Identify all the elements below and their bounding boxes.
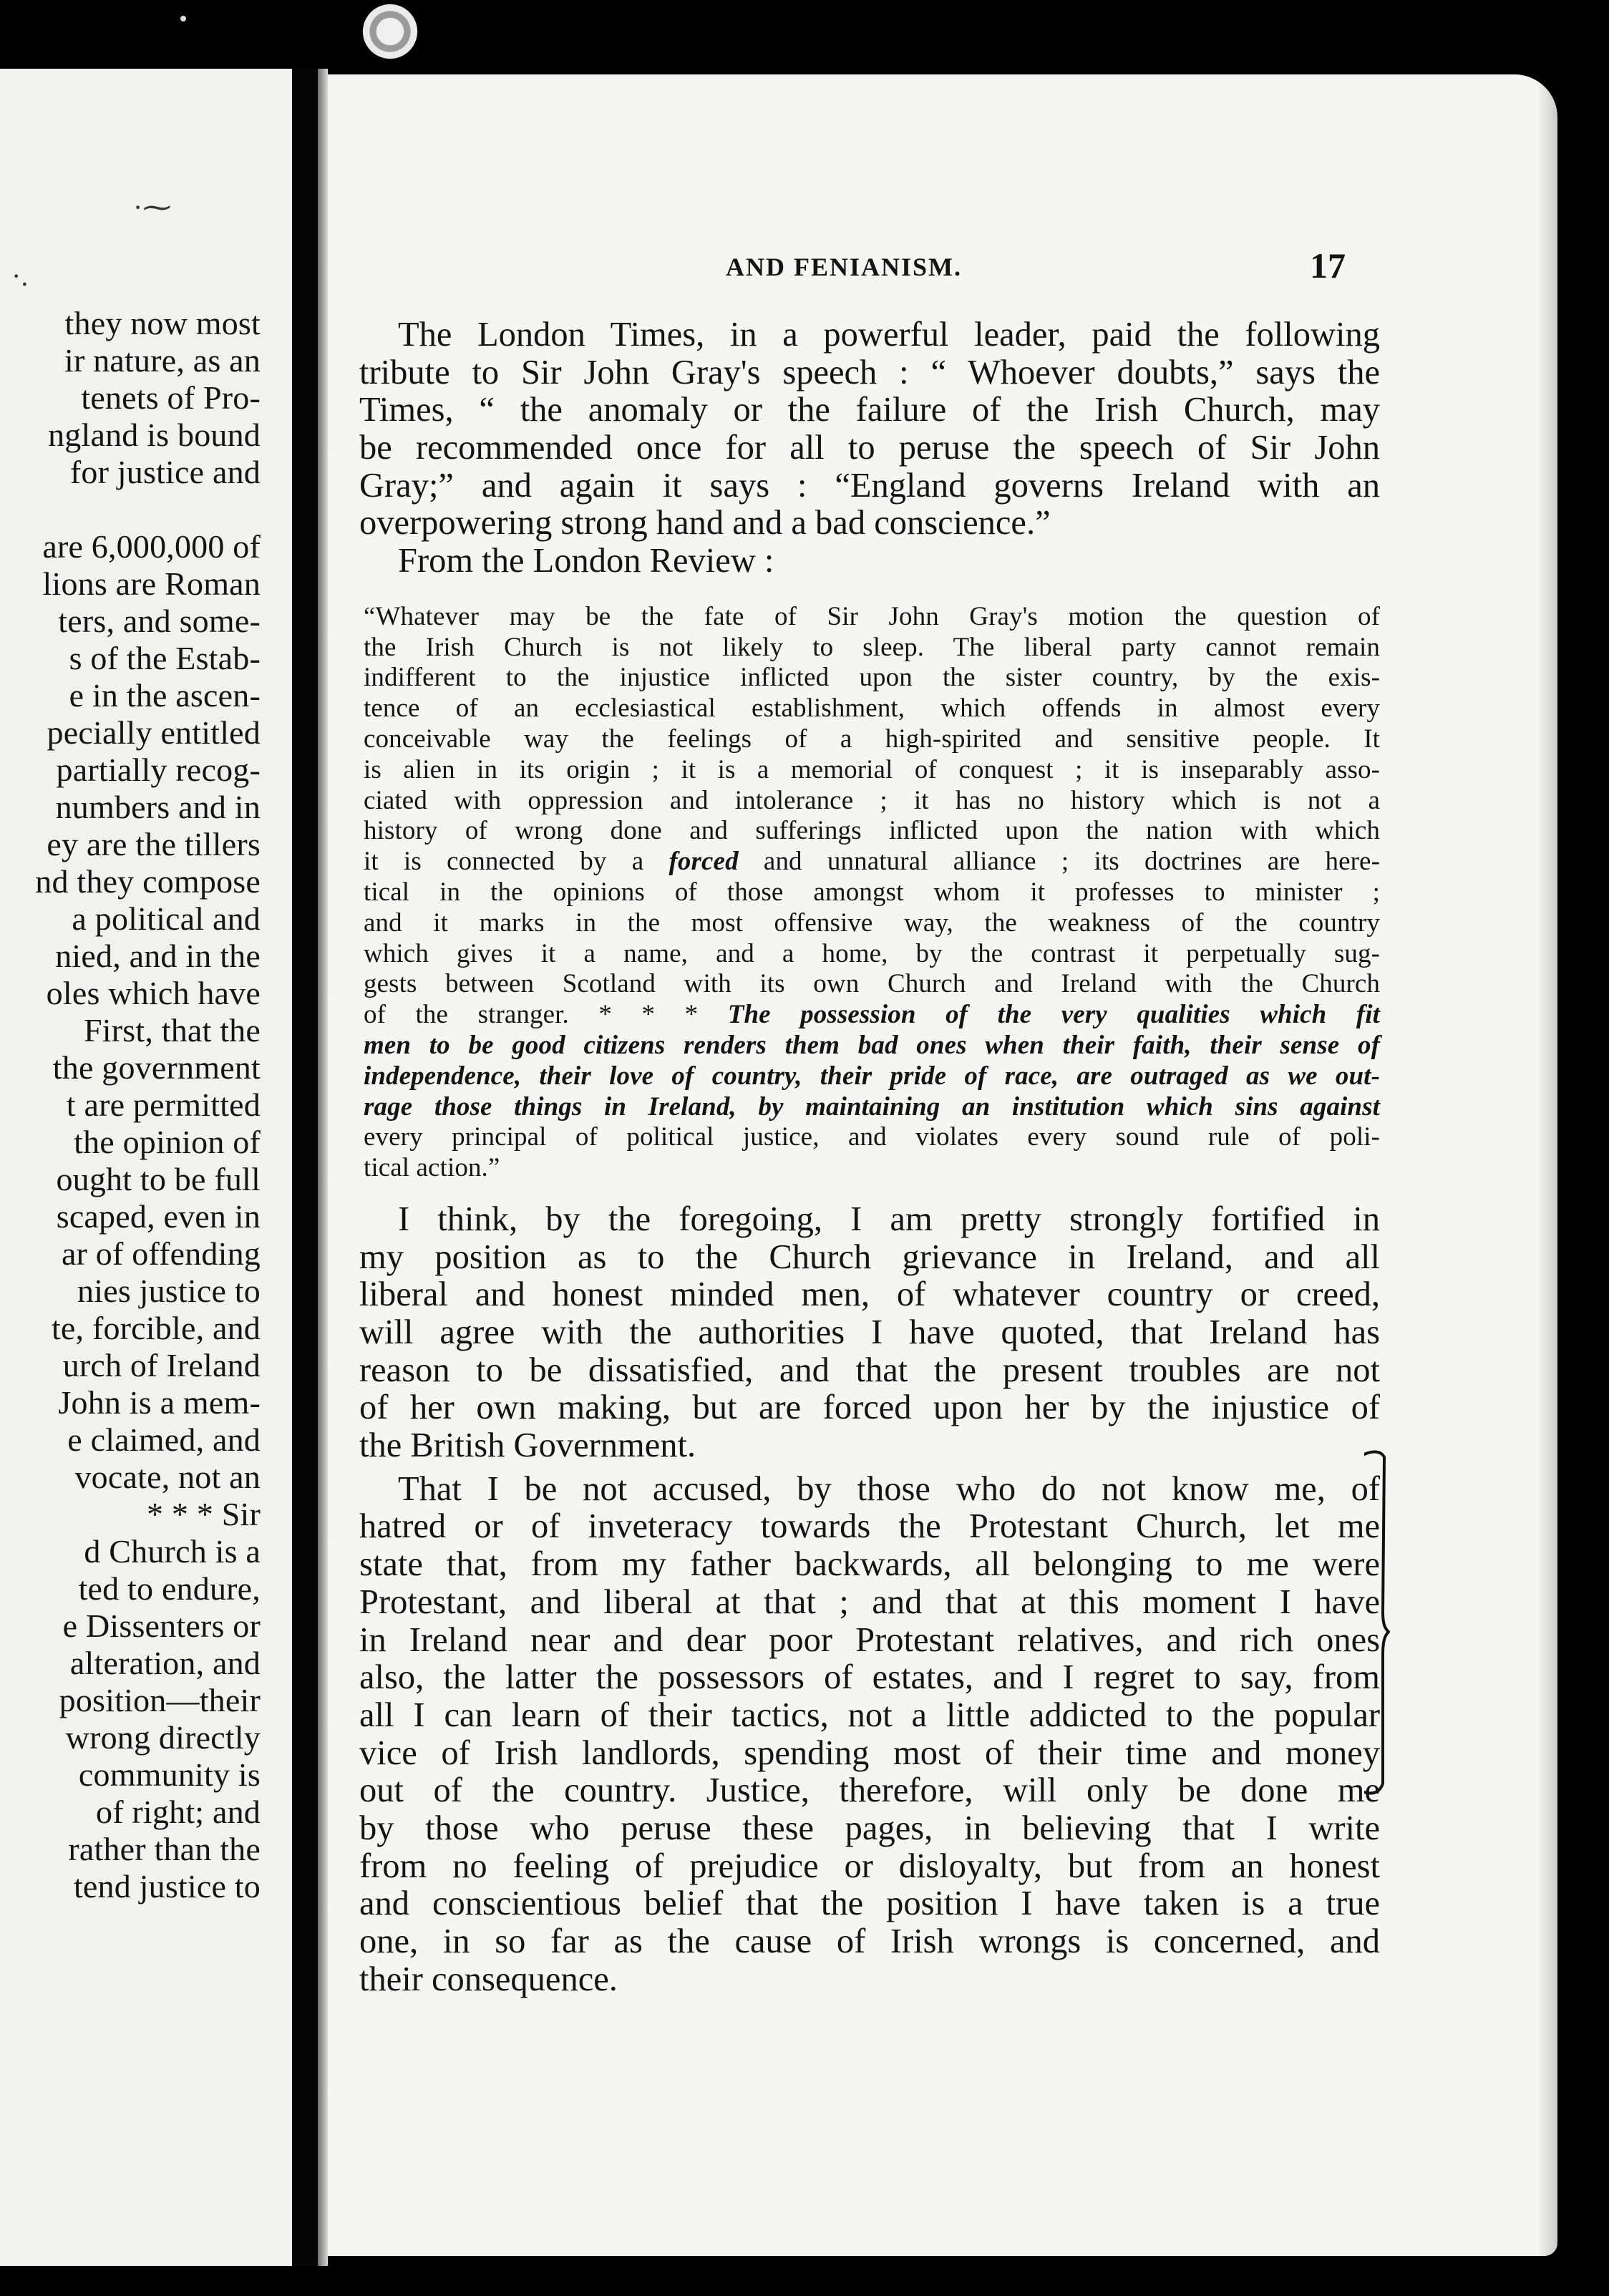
- previous-page-line: are 6,000,000 of: [42, 528, 261, 565]
- previous-page-line: s of the Estab-: [69, 640, 261, 676]
- quote-text-line: indifferent to the injustice inflicted upon the sister country, by the exis-: [364, 663, 1380, 693]
- quote-text-line: independence, their love of country, their pride of race, are outraged as we out-: [364, 1061, 1380, 1091]
- previous-page-line: for justice and: [69, 454, 261, 490]
- previous-page-line: pecially entitled: [47, 714, 261, 751]
- body-text-line: one, in so far as the cause of Irish wrongs is concerned, and: [359, 1922, 1380, 1961]
- running-header: [328, 245, 1557, 295]
- previous-page-line: First, that the: [83, 1012, 261, 1049]
- book-gutter: [292, 69, 318, 2266]
- previous-page-line: John is a mem-: [58, 1384, 261, 1421]
- quote-text-line: “Whatever may be the fate of Sir John Gray's motion the question of: [364, 601, 1380, 631]
- previous-page-line: ters, and some-: [58, 603, 261, 639]
- body-text-line: of her own making, but are forced upon her by the injustice of: [359, 1388, 1380, 1427]
- quote-text-line: tical in the opinions of those amongst whom it professes to minister ;: [364, 877, 1380, 907]
- body-text-line: Gray;” and again it says : “England governs Ireland with an: [359, 466, 1380, 505]
- quote-text-line: every principal of political justice, and violates every sound rule of poli-: [364, 1122, 1380, 1152]
- body-text-line: vice of Irish landlords, spending most of their time and money: [359, 1733, 1380, 1772]
- running-title: AND FENIANISM.: [726, 253, 963, 281]
- body-text-line: their consequence.: [359, 1960, 618, 1998]
- body-text-line: liberal and honest minded men, of whatever country or creed,: [359, 1275, 1380, 1314]
- previous-page-line: e claimed, and: [67, 1421, 261, 1458]
- previous-page-line: community is: [78, 1756, 261, 1793]
- body-text-line: all I can learn of their tactics, not a little addicted to the popular: [359, 1696, 1380, 1734]
- previous-page-line: a political and: [72, 900, 261, 937]
- previous-page-line: nd they compose: [35, 863, 261, 900]
- previous-page-line: nies justice to: [77, 1273, 261, 1309]
- body-text-line: tribute to Sir John Gray's speech : “ Whoever doubts,” says the: [359, 353, 1380, 391]
- handwritten-bracket: [1364, 1447, 1390, 1798]
- previous-page-line: position—their: [59, 1682, 261, 1718]
- body-text-line: and conscientious belief that the position I have taken is a true: [359, 1884, 1380, 1923]
- previous-page-line: * * * Sir: [147, 1496, 261, 1532]
- quote-text-line: which gives it a name, and a home, by the contrast it perpetually sug-: [364, 938, 1380, 968]
- body-text-line: reason to be dissatisfied, and that the present troubles are not: [359, 1351, 1380, 1389]
- previous-page-line: the opinion of: [74, 1124, 261, 1160]
- body-text-line: hatred or of inveteracy towards the Protestant Church, let me: [359, 1507, 1380, 1546]
- previous-page-line: ngland is bound: [48, 417, 261, 453]
- previous-page-line: vocate, not an: [74, 1459, 261, 1495]
- body-text-line: Protestant, and liberal at that ; and that at this moment I have: [359, 1582, 1380, 1621]
- quote-text-line: rage those things in Ireland, by maintaining an institution which sins against: [364, 1091, 1380, 1122]
- body-text-line: I think, by the foregoing, I am pretty strongly fortified in: [398, 1200, 1380, 1238]
- previous-page-line: of right; and: [96, 1794, 261, 1830]
- gutter-shadow: [318, 69, 328, 2266]
- quote-text-line: and it marks in the most offensive way, the weakness of the country: [364, 908, 1380, 938]
- body-text-line: out of the country. Justice, therefore, will only be done me: [359, 1771, 1380, 1810]
- previous-page-text: [0, 305, 261, 1905]
- body-text-line: The London Times, in a powerful leader, paid the following: [398, 316, 1380, 354]
- previous-page-line: [0, 491, 261, 528]
- body-text-line: be recommended once for all to peruse the speech of Sir John: [359, 429, 1380, 467]
- body-text-line: the British Government.: [359, 1426, 696, 1465]
- previous-page-line: lions are Roman: [42, 565, 261, 602]
- body-text-line: by those who peruse these pages, in believing that I write: [359, 1809, 1380, 1847]
- previous-page-line: d Church is a: [84, 1533, 261, 1570]
- previous-page-line: ir nature, as an: [64, 342, 261, 379]
- previous-page-line: numbers and in: [55, 789, 261, 825]
- previous-page-line: partially recog-: [56, 751, 261, 788]
- previous-page-line: nied, and in the: [55, 938, 261, 974]
- scan-speck: [180, 16, 186, 21]
- quote-text-line: tence of an ecclesiastical establishment, which offends in almost every: [364, 694, 1380, 724]
- body-text-line: state that, from my father backwards, all belonging to me were: [359, 1545, 1380, 1584]
- previous-page-line: tend justice to: [73, 1868, 261, 1905]
- previous-page-line: scaped, even in: [56, 1198, 261, 1235]
- body-text-line: That I be not accused, by those who do not know me, of: [398, 1469, 1380, 1508]
- review-intro: From the London Review :: [398, 542, 774, 580]
- previous-page-line: rather than the: [68, 1831, 261, 1867]
- paragraph-not-accused: [359, 1471, 1380, 1999]
- quote-text-line: it is connected by a forced and unnatural alliance ; its doctrines are here-: [364, 847, 1380, 877]
- previous-page-line: oles which have: [46, 975, 261, 1011]
- stray-mark: ·⁓: [133, 191, 172, 223]
- body-text-line: Times, “ the anomaly or the failure of the Irish Church, may: [359, 391, 1380, 429]
- paragraph-church-grievance: [359, 1201, 1380, 1465]
- previous-page-line: tenets of Pro-: [81, 379, 261, 416]
- quote-text-line: conceivable way the feelings of a high-spirited and sensitive people. It: [364, 724, 1380, 754]
- body-text-line: in Ireland near and dear poor Protestant relatives, and rich ones: [359, 1620, 1380, 1659]
- previous-page-line: e in the ascen-: [69, 677, 261, 714]
- library-stamp: [358, 0, 422, 63]
- body-text-line: overpowering strong hand and a bad conscience.”: [359, 504, 1051, 543]
- body-text-line: also, the latter the possessors of estates, and I regret to say, from: [359, 1658, 1380, 1697]
- previous-page-line: ted to endure,: [78, 1570, 261, 1607]
- previous-page-line: ought to be full: [56, 1161, 261, 1197]
- previous-page-fragment: [0, 69, 292, 2266]
- book-page: [328, 74, 1557, 2256]
- quote-text-line: tical action.”: [364, 1153, 500, 1183]
- page-number: 17: [1310, 245, 1346, 286]
- quote-text-line: of the stranger. * * * The possession of the very qualities which fit: [364, 1000, 1380, 1030]
- body-text-line: my position as to the Church grievance in Ireland, and all: [359, 1237, 1380, 1276]
- review-quotation: [359, 602, 1380, 1184]
- previous-page-line: te, forcible, and: [51, 1310, 261, 1346]
- quote-text-line: men to be good citizens renders them bad ones when their faith, their sense of: [364, 1030, 1380, 1060]
- previous-page-line: ey are the tillers: [47, 826, 261, 862]
- quote-text-line: ciated with oppression and intolerance ; it has no history which is not a: [364, 785, 1380, 815]
- quote-text-line: is alien in its origin ; it is a memorial of conquest ; it is inseparably asso-: [364, 754, 1380, 784]
- previous-page-line: they now most: [64, 305, 261, 341]
- quote-text-line: the Irish Church is not likely to sleep. The liberal party cannot remain: [364, 632, 1380, 662]
- previous-page-line: alteration, and: [69, 1645, 261, 1681]
- previous-page-line: the government: [52, 1049, 261, 1086]
- previous-page-line: t are permitted: [66, 1086, 261, 1123]
- quote-text-line: history of wrong done and sufferings inflicted upon the nation with which: [364, 816, 1380, 846]
- body-text-line: from no feeling of prejudice or disloyalty, but from an honest: [359, 1847, 1380, 1885]
- page-body: [359, 316, 1380, 1998]
- previous-page-line: ar of offending: [61, 1235, 261, 1272]
- previous-page-line: urch of Ireland: [62, 1347, 261, 1383]
- body-text-line: will agree with the authorities I have quoted, that Ireland has: [359, 1313, 1380, 1352]
- stray-mark: ·.: [11, 260, 29, 292]
- page-edge-shadow: [1537, 74, 1557, 2256]
- quote-text-line: gests between Scotland with its own Church and Ireland with the Church: [364, 969, 1380, 999]
- previous-page-line: wrong directly: [65, 1719, 261, 1756]
- paragraph-times-tribute: [359, 316, 1380, 543]
- previous-page-line: e Dissenters or: [62, 1607, 261, 1644]
